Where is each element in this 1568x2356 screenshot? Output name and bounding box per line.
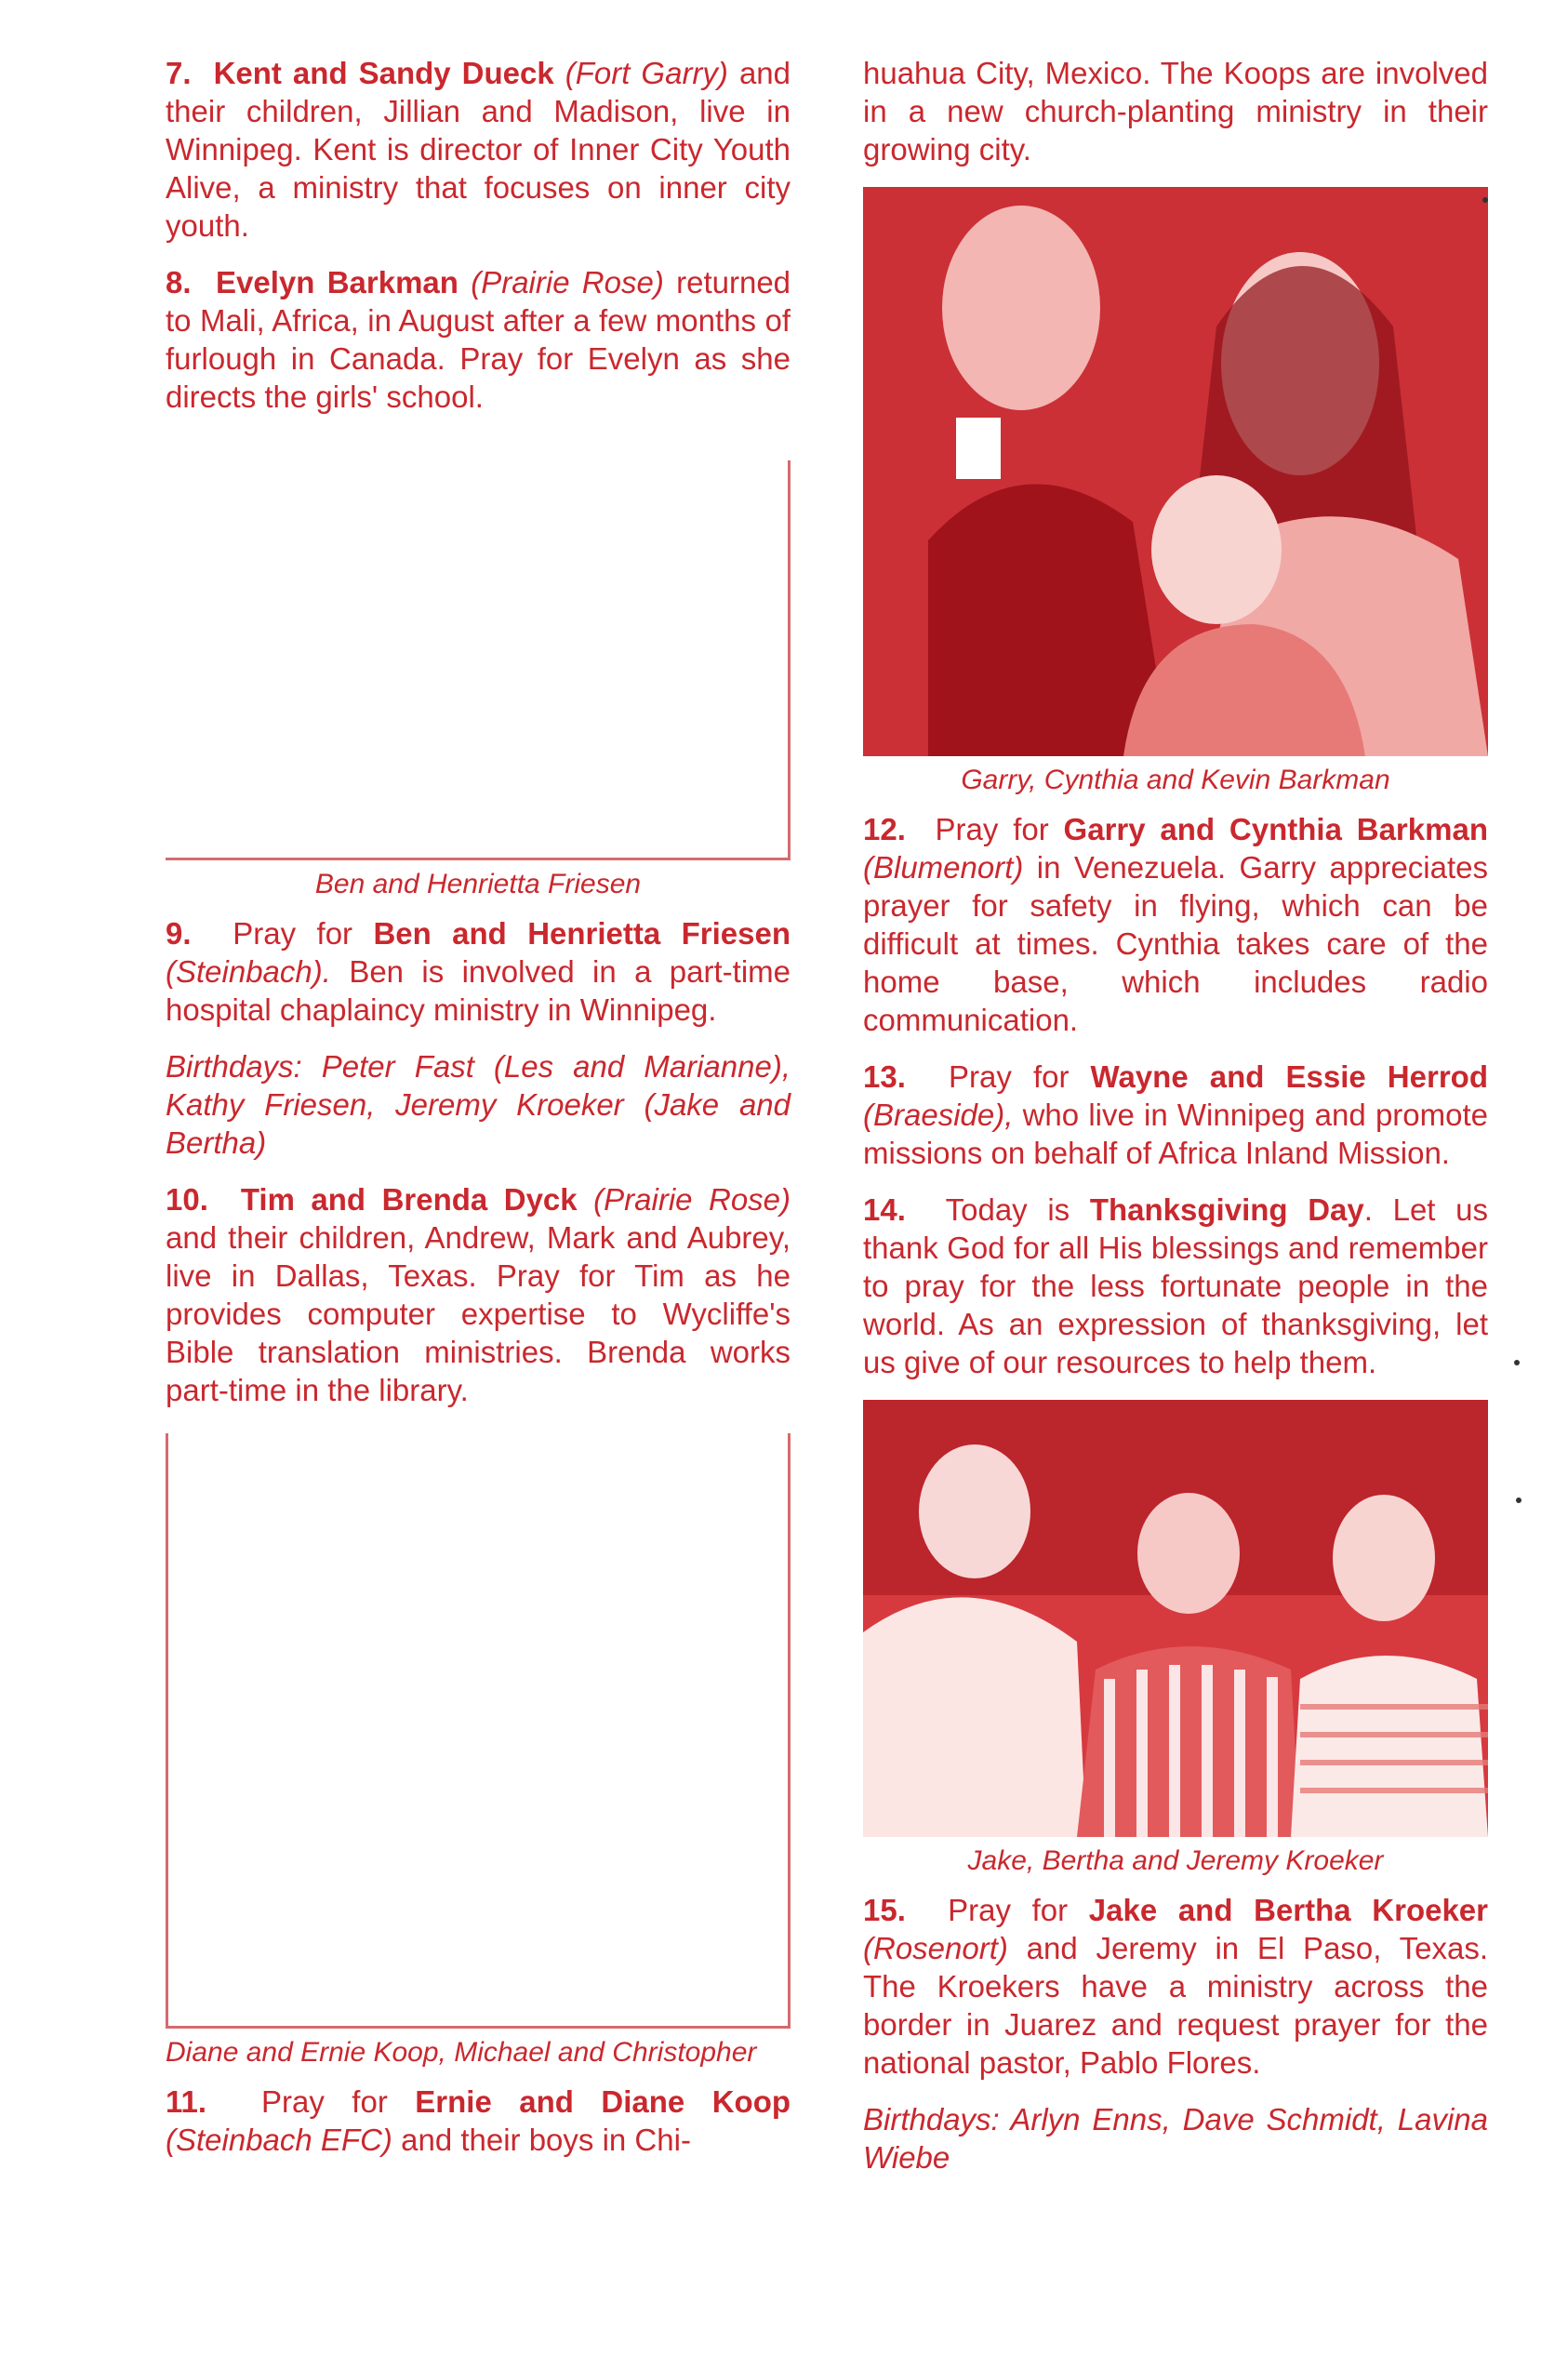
entry-number: 7.: [166, 56, 192, 90]
right-column: [863, 54, 1488, 2195]
entry-prefix: Pray for: [233, 916, 353, 951]
entry-number: 14.: [863, 1192, 906, 1227]
entry-place: (Rosenort): [863, 1931, 1008, 1965]
entry-10: [166, 1180, 791, 1409]
entry-text: . Let us thank God for all His blessings and remember to pray for the less fortunate people in the world. As an expression of thanksgiving, let us give of our resources to help them.: [863, 1192, 1488, 1379]
photo-caption: Diane and Ernie Koop, Michael and Christopher: [166, 2037, 757, 2068]
entry-number: 13.: [863, 1059, 906, 1094]
entry-14: [863, 1191, 1488, 1381]
entry-name: Kent and Sandy Dueck: [213, 56, 554, 90]
entry-place: (Steinbach EFC): [166, 2123, 392, 2157]
entry-place: (Braeside),: [863, 1098, 1014, 1132]
entry-11-continued: huahua City, Mexico. The Koops are involved in a new church-planting ministry in their growing city.: [863, 56, 1488, 166]
scan-mark: [1482, 197, 1488, 203]
entry-11: [166, 2083, 791, 2159]
entry-number: 10.: [166, 1182, 208, 1217]
photo-kroeker-family: [863, 1400, 1488, 1837]
photo-caption: Ben and Henrietta Friesen: [314, 869, 642, 899]
entry-place: (Steinbach).: [166, 954, 331, 989]
entry-text: and their boys in Chi-: [401, 2123, 691, 2157]
photo-placeholder-koop: [166, 1433, 791, 2029]
entry-place: (Fort Garry): [565, 56, 728, 90]
birthdays: Birthdays: Peter Fast (Les and Marianne), Kathy Friesen, Jeremy Kroeker (Jake and Bertha): [166, 1049, 791, 1160]
entry-name: Evelyn Barkman: [216, 265, 458, 299]
entry-number: 8.: [166, 265, 192, 299]
entry-text: who live in Winnipeg and promote missions on behalf of Africa Inland Mission.: [863, 1098, 1488, 1170]
entry-number: 9.: [166, 916, 192, 951]
entry-13: [863, 1058, 1488, 1172]
entry-name: Thanksgiving Day: [1089, 1192, 1364, 1227]
entry-8: [166, 263, 791, 416]
scan-mark: [1514, 1360, 1520, 1365]
entry-text: and their children, Andrew, Mark and Aubrey, live in Dallas, Texas. Pray for Tim as he provides computer expertise to Wycliffe's Bible translation ministries. Brenda works part-time in the library.: [166, 1220, 791, 1407]
entry-prefix: Today is: [945, 1192, 1070, 1227]
photo-caption: Garry, Cynthia and Kevin Barkman: [961, 765, 1390, 795]
entry-name: Ernie and Diane Koop: [415, 2084, 791, 2119]
entry-name: Tim and Brenda Dyck: [240, 1182, 578, 1217]
entry-7: [166, 54, 791, 245]
entry-number: 12.: [863, 812, 906, 846]
entry-prefix: Pray for: [949, 1059, 1070, 1094]
entry-text: and Jeremy in El Paso, Texas. The Kroekers have a ministry across the border in Juarez and request prayer for the national pastor, Pablo Flores.: [863, 1931, 1488, 2080]
entry-9: [166, 914, 791, 1029]
entry-place: (Prairie Rose): [471, 265, 664, 299]
photo-barkman-family: [863, 187, 1488, 756]
entry-number: 11.: [166, 2084, 207, 2119]
entry-text: in Venezuela. Garry appreciates prayer for safety in flying, which can be difficult at times. Cynthia takes care of the home base, which includes radio communication.: [863, 850, 1489, 1037]
entry-text: returned to Mali, Africa, in August after a few months of furlough in Canada. Pray for Evelyn as she directs the girls' school.: [166, 265, 791, 414]
entry-name: Garry and Cynthia Barkman: [1063, 812, 1488, 846]
entry-prefix: Pray for: [948, 1893, 1069, 1927]
entry-name: Wayne and Essie Herrod: [1090, 1059, 1488, 1094]
birthdays: Birthdays: Arlyn Enns, Dave Schmidt, Lavina Wiebe: [863, 2102, 1488, 2175]
entry-prefix: Pray for: [260, 2084, 388, 2119]
left-column: [166, 54, 791, 2177]
entry-text: and their children, Jillian and Madison, live in Winnipeg. Kent is director of Inner City Youth Alive, a ministry that focuses on inner city youth.: [166, 56, 791, 243]
entry-place: (Blumenort): [863, 850, 1024, 885]
entry-place: (Prairie Rose): [593, 1182, 791, 1217]
entry-name: Ben and Henrietta Friesen: [373, 916, 791, 951]
entry-prefix: Pray for: [935, 812, 1049, 846]
entry-15: [863, 1891, 1488, 2082]
entry-number: 15.: [863, 1893, 906, 1927]
scan-mark: [1516, 1497, 1521, 1503]
photo-placeholder-friesen: [166, 460, 791, 860]
photo-caption: Jake, Bertha and Jeremy Kroeker: [967, 1845, 1384, 1876]
entry-name: Jake and Bertha Kroeker: [1088, 1893, 1488, 1927]
entry-12: [863, 810, 1488, 1039]
entry-text: Ben is involved in a part-time hospital chaplaincy ministry in Winnipeg.: [166, 954, 791, 1027]
